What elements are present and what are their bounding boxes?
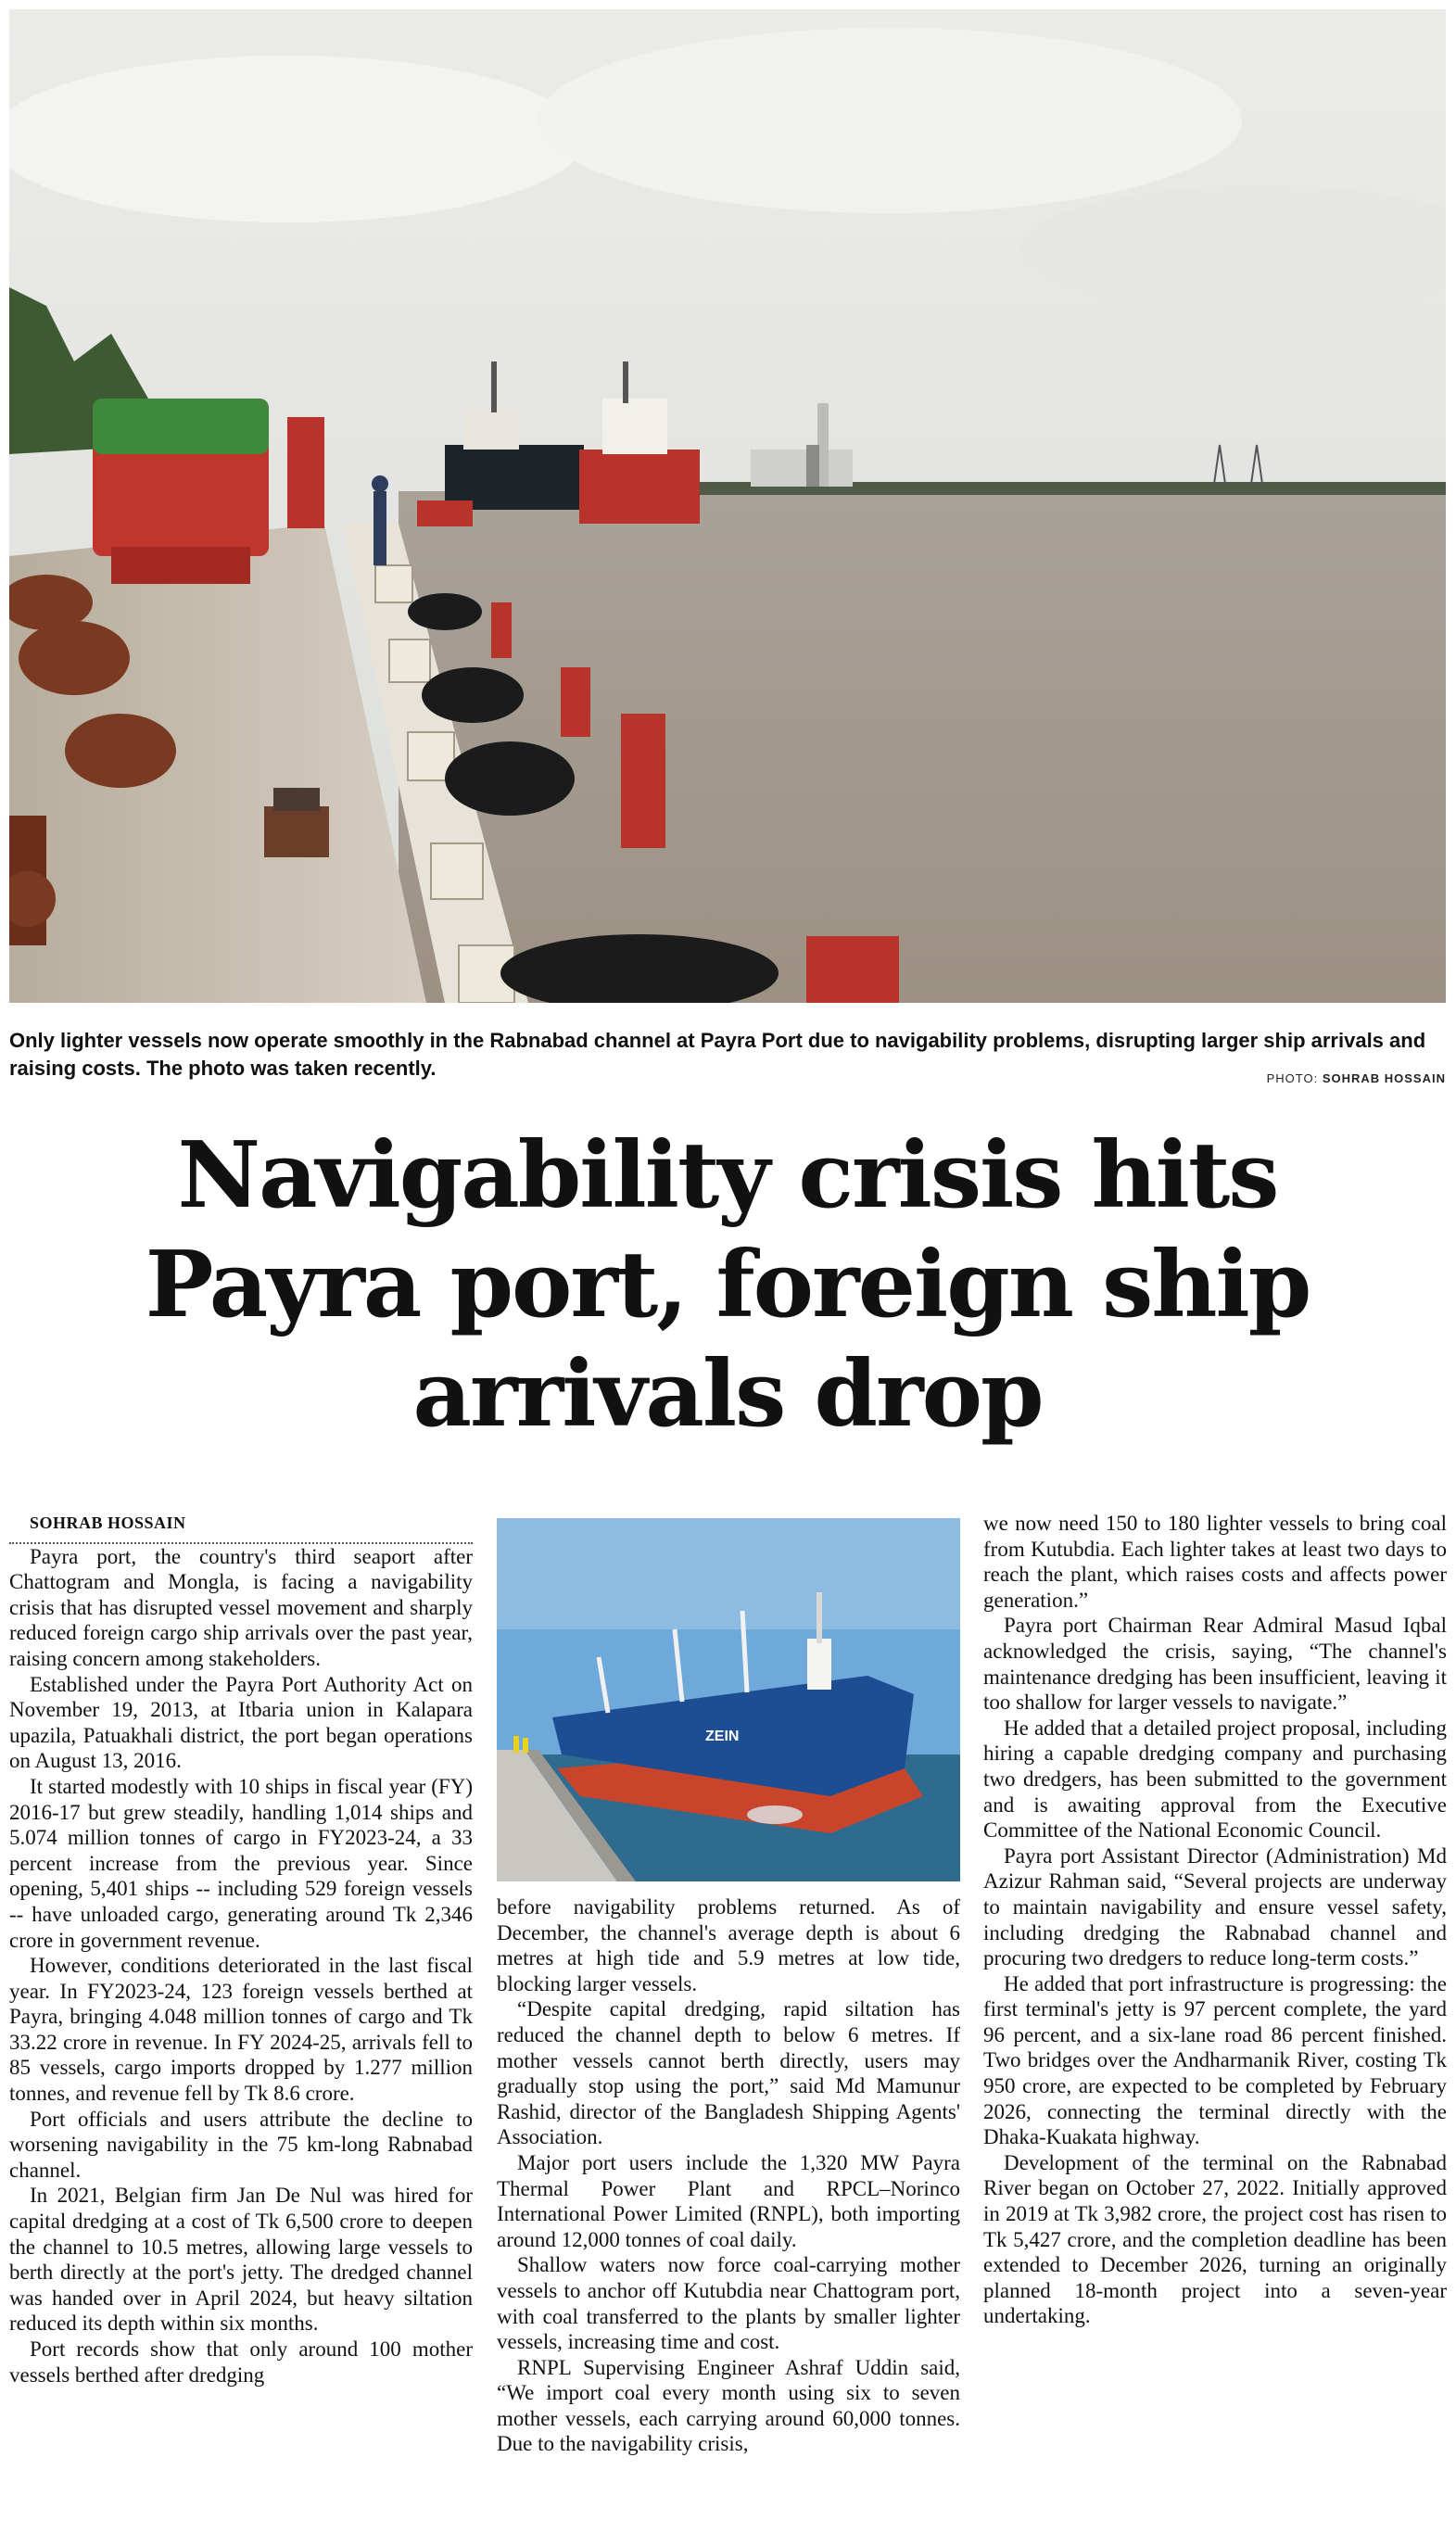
- paragraph: Major port users include the 1,320 MW Payra Thermal Power Plant and RPCL–Norinco International Power Limited (RNPL), both importing around 12,000 tonnes of coal daily.: [497, 2150, 960, 2251]
- paragraph: Payra port, the country's third seaport after Chattogram and Mongla, is facing a navigability crisis that has disrupted vessel movement and sharply reduced foreign cargo ship arrivals over the past year, raising concern among stakeholders.: [9, 1544, 473, 1670]
- inset-ship-photo: [497, 1518, 960, 1881]
- headline: [9, 1121, 1446, 1450]
- cargo-ship-illustration: [497, 1518, 960, 1881]
- photo-credit: [1267, 1071, 1446, 1085]
- paragraph: Development of the terminal on the Rabnabad River began on October 27, 2022. Initially approved in 2019 at Tk 3,982 crore, the project cost has risen to Tk 5,427 crore, and the completion deadline has been extended to December 2026, turning an originally planned 18-month project into a seven-year undertaking.: [983, 2150, 1447, 2328]
- article-column-3: [983, 1511, 1447, 2536]
- photo-caption: Only lighter vessels now operate smoothly in the Rabnabad channel at Payra Port due to navigability problems, disrupting larger ship arrivals and raising costs. The photo was taken recently.: [9, 1029, 1426, 1080]
- paragraph: He added that port infrastructure is progressing: the first terminal's jetty is 97 percent complete, the yard 96 percent, and a six-lane road 86 percent finished. Two bridges over the Andharmanik River, costing Tk 950 crore, are expected to be completed by February 2026, connecting the terminal directly with the Dhaka-Kuakata highway.: [983, 1971, 1447, 2149]
- paragraph: He added that a detailed project proposal, including hiring a capable dredging company and purchasing two dredgers, has been submitted to the government and is awaiting approval from the Executive Committee of the National Economic Council.: [983, 1716, 1447, 1843]
- hero-photo: [9, 9, 1446, 1003]
- paragraph: Established under the Payra Port Authority Act on November 19, 2013, at Itbaria union in Kalapara upazila, Patuakhali district, the port began operations on August 13, 2016.: [9, 1672, 473, 1773]
- article-column-1: [9, 1511, 473, 2536]
- headline-line-1: Navigability crisis hits: [177, 1122, 1278, 1229]
- paragraph: “Despite capital dredging, rapid siltation has reduced the channel depth to below 6 metres. If mother vessels cannot berth directly, users may gradually stop using the port,” said Md Mamunur Rashid, director of the Bangladesh Shipping Agents' Association.: [497, 1997, 960, 2149]
- headline-line-2: Payra port, foreign ship: [145, 1232, 1310, 1338]
- paragraph: we now need 150 to 180 lighter vessels to bring coal from Kutubdia. Each lighter takes at least two days to reach the plant, which raises costs and affects power generation.”: [983, 1512, 1447, 1612]
- paragraph: RNPL Supervising Engineer Ashraf Uddin said, “We import coal every month using six to seven mother vessels, each carrying around 60,000 tonnes. Due to the navigability crisis,: [497, 2355, 960, 2456]
- article-column-2: [497, 1894, 960, 2536]
- headline-line-3: arrivals drop: [412, 1341, 1043, 1448]
- port-jetty-illustration: [9, 9, 1446, 1003]
- photo-credit-name: SOHRAB HOSSAIN: [1322, 1071, 1446, 1085]
- paragraph: Port officials and users attribute the decline to worsening navigability in the 75 km-long Rabnabad channel.: [9, 2107, 473, 2182]
- paragraph: Payra port Chairman Rear Admiral Masud Iqbal acknowledged the crisis, saying, “The channel's maintenance dredging has been insufficient, leaving it too shallow for larger vessels to navigate.”: [983, 1614, 1447, 1715]
- byline: SOHRAB HOSSAIN: [9, 1511, 473, 1544]
- paragraph: Payra port Assistant Director (Administration) Md Azizur Rahman said, “Several projects are underway to maintain navigability and ensure vessel safety, including dredging the Rabnabad channel and procuring two dredgers to reduce long-term costs.”: [983, 1843, 1447, 1970]
- paragraph: Port records show that only around 100 mother vessels berthed after dredging: [9, 2337, 473, 2387]
- photo-credit-label: PHOTO:: [1266, 1071, 1319, 1085]
- paragraph: In 2021, Belgian firm Jan De Nul was hired for capital dredging at a cost of Tk 6,500 crore to deepen the channel to 10.5 metres, allowing large vessels to berth directly at the port's jetty. The dredged channel was handed over in April 2024, but heavy siltation reduced its depth within six months.: [9, 2184, 473, 2336]
- paragraph: However, conditions deteriorated in the last fiscal year. In FY2023-24, 123 foreign vessels berthed at Payra, bringing 4.048 million tonnes of cargo and Tk 33.22 crore in revenue. In FY 2024-25, arrivals fell to 85 vessels, cargo imports dropped by 1.277 million tonnes, and revenue fell by Tk 8.6 crore.: [9, 1954, 473, 2106]
- ship-name-label: ZEIN: [705, 1729, 740, 1744]
- paragraph: Shallow waters now force coal-carrying mother vessels to anchor off Kutubdia near Chattogram port, with coal transferred to the plants by smaller lighter vessels, increasing time and cost.: [497, 2253, 960, 2354]
- paragraph: It started modestly with 10 ships in fiscal year (FY) 2016-17 but grew steadily, handling 1,014 ships and 5.074 million tonnes of cargo in FY2023-24, a 33 percent increase from the previous year. Since opening, 5,401 ships -- including 529 foreign vessels -- have unloaded cargo, generating around Tk 2,346 crore in government revenue.: [9, 1774, 473, 1952]
- paragraph: before navigability problems returned. As of December, the channel's average depth is about 6 metres at high tide and 5.9 metres at low tide, blocking larger vessels.: [497, 1895, 960, 1995]
